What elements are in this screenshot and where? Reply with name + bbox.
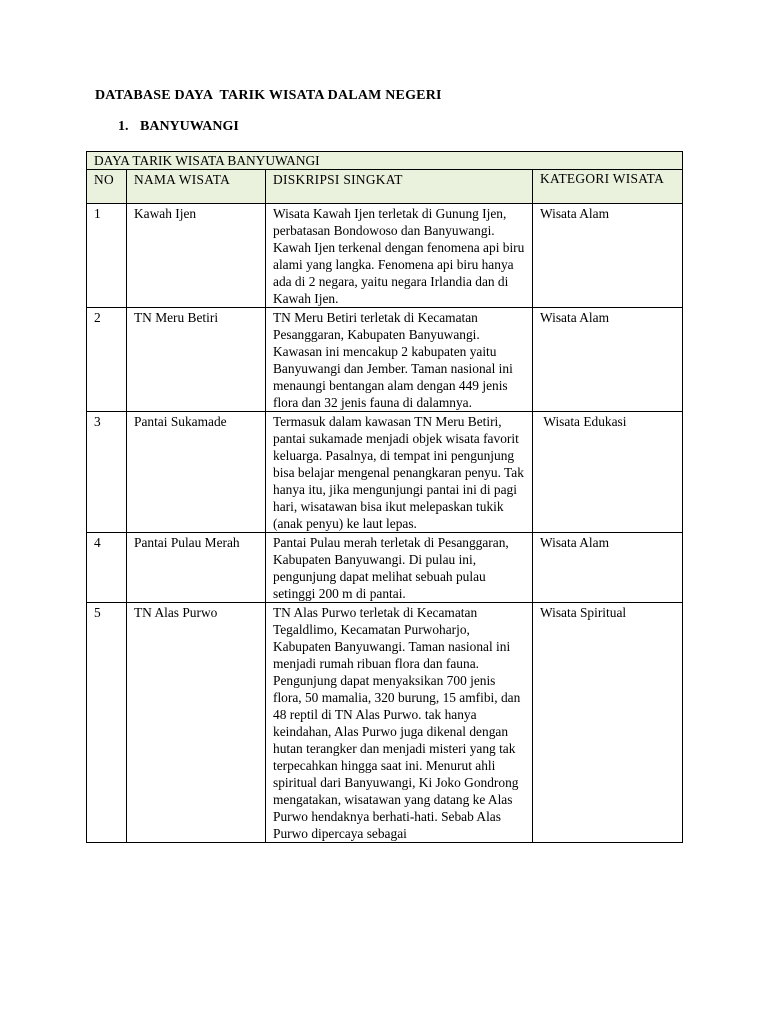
cell-no: 2 (87, 308, 127, 412)
cell-deskripsi: TN Meru Betiri terletak di Kecamatan Pesanggaran, Kabupaten Banyuwangi. Kawasan ini mencakup 2 kabupaten yaitu Banyuwangi dan Jember. Taman nasional ini menaungi bentangan alam dengan 449 jenis flora dan 32 jenis fauna di dalamnya. (266, 308, 533, 412)
cell-no: 5 (87, 603, 127, 843)
cell-kategori: Wisata Alam (533, 533, 683, 603)
cell-nama: Pantai Sukamade (127, 412, 266, 533)
table-header-row (87, 170, 683, 204)
cell-no: 1 (87, 204, 127, 308)
header-kategori: KATEGORI WISATA (533, 170, 683, 204)
cell-nama: TN Alas Purwo (127, 603, 266, 843)
document-title: DATABASE DAYA TARIK WISATA DALAM NEGERI (95, 88, 442, 103)
header-diskripsi: DISKRIPSI SINGKAT (266, 170, 533, 204)
table-banner: DAYA TARIK WISATA BANYUWANGI (87, 152, 683, 170)
cell-deskripsi: Wisata Kawah Ijen terletak di Gunung Ijen, perbatasan Bondowoso dan Banyuwangi. Kawah Ijen terkenal dengan fenomena api biru alami yang langka. Fenomena api biru hanya ada di 2 negara, yaitu negara Irlandia dan di Kawah Ijen. (266, 204, 533, 308)
cell-nama: Pantai Pulau Merah (127, 533, 266, 603)
cell-kategori: Wisata Alam (533, 308, 683, 412)
table-row (87, 412, 683, 533)
cell-deskripsi: TN Alas Purwo terletak di Kecamatan Tegaldlimo, Kecamatan Purwoharjo, Kabupaten Banyuwangi. Taman nasional ini menjadi rumah ribuan flora dan fauna. Pengunjung dapat menyaksikan 700 jenis flora, 50 mamalia, 320 burung, 15 amfibi, dan 48 reptil di TN Alas Purwo. tak hanya keindahan, Alas Purwo juga dikenal dengan hutan terangker dan menjadi misteri yang tak terpecahkan hingga saat ini. Menurut ahli spiritual dari Banyuwangi, Ki Joko Gondrong mengatakan, wisatawan yang datang ke Alas Purwo hendaknya berhati-hati. Sebab Alas Purwo dipercaya sebagai (266, 603, 533, 843)
header-nama-wisata: NAMA WISATA (127, 170, 266, 204)
section-number: 1. (118, 119, 129, 134)
section-label: BANYUWANGI (140, 119, 239, 134)
cell-deskripsi: Pantai Pulau merah terletak di Pesanggaran, Kabupaten Banyuwangi. Di pulau ini, pengunjung dapat melihat sebuah pulau setinggi 200 m di pantai. (266, 533, 533, 603)
table-row (87, 204, 683, 308)
table-row (87, 308, 683, 412)
section-heading (118, 119, 239, 135)
cell-nama: Kawah Ijen (127, 204, 266, 308)
table-row (87, 603, 683, 843)
table-row (87, 533, 683, 603)
cell-kategori: Wisata Alam (533, 204, 683, 308)
cell-no: 3 (87, 412, 127, 533)
cell-no: 4 (87, 533, 127, 603)
cell-kategori: Wisata Spiritual (533, 603, 683, 843)
tourism-table (86, 151, 683, 843)
cell-deskripsi: Termasuk dalam kawasan TN Meru Betiri, pantai sukamade menjadi objek wisata favorit keluarga. Pasalnya, di tempat ini pengunjung bisa belajar mengenal penangkaran penyu. Tak hanya itu, jika mengunjungi pantai ini di pagi hari, wisatawan bisa ikut melepaskan tukik (anak penyu) ke laut lepas. (266, 412, 533, 533)
cell-nama: TN Meru Betiri (127, 308, 266, 412)
cell-kategori: Wisata Edukasi (533, 412, 683, 533)
table-banner-row (87, 152, 683, 170)
header-no: NO (87, 170, 127, 204)
